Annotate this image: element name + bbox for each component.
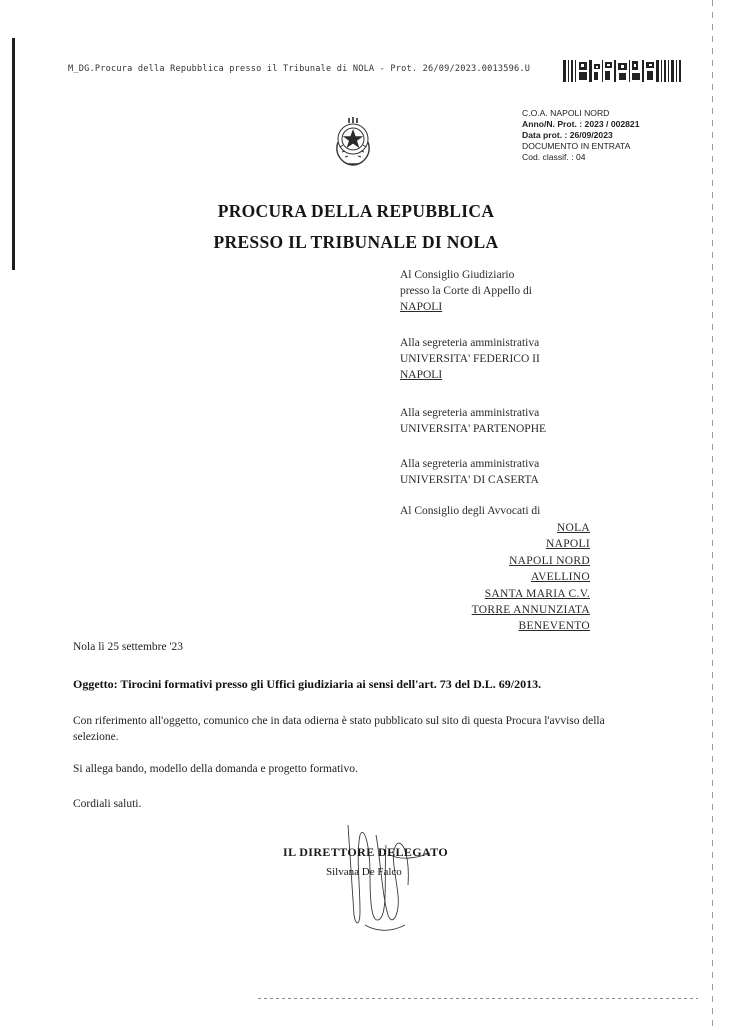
signatory-title: IL DIRETTORE DELEGATO xyxy=(283,845,449,859)
addressee-line: presso la Corte di Appello di xyxy=(400,285,532,297)
addressee-block xyxy=(400,456,539,488)
date-line: Nola lì 25 settembre '23 xyxy=(73,641,184,653)
addressee-block xyxy=(400,405,546,437)
addressee-city: NAPOLI xyxy=(400,301,443,313)
body-paragraph: Con riferimento all'oggetto, comunico che in data odierna è stato pubblicato sul sito di questa Procura l'avviso della selezione. xyxy=(73,715,605,743)
stamp-line: C.O.A. NAPOLI NORD xyxy=(522,108,610,118)
addressee-line: Alla segreteria amministrativa xyxy=(400,458,540,470)
addressee-line: Al Consiglio degli Avvocati di xyxy=(400,505,541,517)
italian-republic-emblem-icon xyxy=(328,114,378,170)
bar-city: SANTA MARIA C.V. xyxy=(484,587,590,600)
closing-greeting: Cordiali saluti. xyxy=(73,798,142,810)
protocol-header-strip: M_DG.Procura della Repubblica presso il Tribunale di NOLA - Prot. 26/09/2023.0013596.U xyxy=(68,64,531,74)
stamp-line: Cod. classif. : 04 xyxy=(522,152,586,162)
stamp-line: Data prot. : 26/09/2023 xyxy=(522,130,613,140)
bar-city: BENEVENTO xyxy=(518,620,590,633)
bar-city: NAPOLI xyxy=(546,538,590,551)
addressee-line: UNIVERSITA' PARTENOPHE xyxy=(400,423,547,435)
bar-city: NOLA xyxy=(556,522,590,534)
stamp-line: DOCUMENTO IN ENTRATA xyxy=(522,141,631,151)
protocol-stamp xyxy=(522,108,640,163)
addressee-line: UNIVERSITA' DI CASERTA xyxy=(400,474,539,486)
scan-edge-dashes xyxy=(712,0,713,1030)
bar-city: TORRE ANNUNZIATA xyxy=(471,604,590,617)
office-title-line1: PROCURA DELLA REPUBBLICA xyxy=(217,201,495,221)
addressee-line: Al Consiglio Giudiziario xyxy=(400,269,515,281)
addressee-line: UNIVERSITA' FEDERICO II xyxy=(400,353,540,365)
addressee-city: NAPOLI xyxy=(400,369,443,381)
bar-city: NAPOLI NORD xyxy=(509,554,590,567)
scan-footer-dashes xyxy=(258,998,698,999)
subject-line: Oggetto: Tirocini formativi presso gli Uffici giudiziaria ai sensi dell'art. 73 del D.L. 69/2013. xyxy=(73,677,542,691)
addressee-block xyxy=(400,335,540,383)
body-paragraph: Si allega bando, modello della domanda e progetto formativo. xyxy=(73,763,358,775)
bar-city: AVELLINO xyxy=(530,571,590,584)
office-title-line2: PRESSO IL TRIBUNALE DI NOLA xyxy=(213,232,499,252)
barcode xyxy=(563,60,683,82)
addressee-block xyxy=(400,267,532,315)
signatory-name: Silvana De Falco xyxy=(326,866,402,878)
addressee-line: Alla segreteria amministrativa xyxy=(400,337,540,349)
addressee-line: Alla segreteria amministrativa xyxy=(400,407,540,419)
bar-association-list xyxy=(472,520,590,635)
stamp-line: Anno/N. Prot. : 2023 / 002821 xyxy=(522,119,640,129)
